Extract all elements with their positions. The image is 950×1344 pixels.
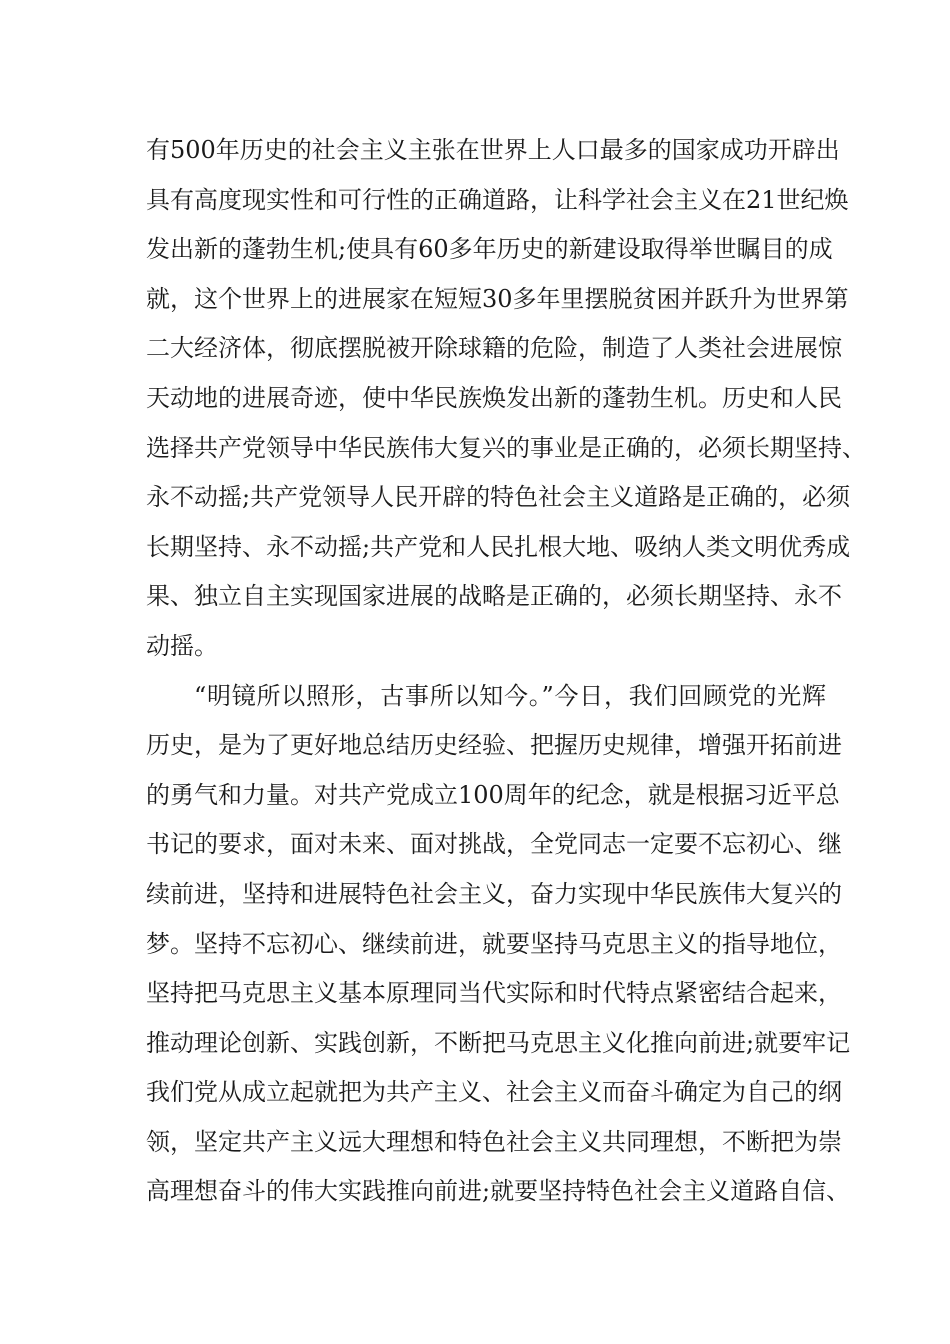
text-line: 就，这个世界上的进展家在短短30多年里摆脱贫困并跃升为世界第	[146, 284, 849, 313]
text-line: 长期坚持、永不动摇;共产党和人民扎根大地、吸纳人类文明优秀成	[146, 532, 851, 561]
text-line: 历史，是为了更好地总结历史经验、把握历史规律，增强开拓前进	[146, 731, 842, 760]
text-line: 高理想奋斗的伟大实践推向前进;就要坚持特色社会主义道路自信、	[146, 1177, 851, 1206]
text-line: 永不动摇;共产党领导人民开辟的特色社会主义道路是正确的，必须	[146, 483, 851, 512]
paragraph-2	[146, 672, 851, 1218]
text-line: 坚持把马克思主义基本原理同当代实际和时代特点紧密结合起来，	[146, 979, 842, 1008]
text-line: 发出新的蓬勃生机;使具有60多年历史的新建设取得举世瞩目的成	[146, 235, 833, 264]
text-line: 推动理论创新、实践创新，不断把马克思主义化推向前进;就要牢记	[146, 1028, 851, 1057]
text-line: 果、独立自主实现国家进展的战略是正确的，必须长期坚持、永不	[146, 582, 842, 611]
text-line: 书记的要求，面对未来、面对挑战，全党同志一定要不忘初心、继	[146, 830, 842, 859]
text-line: 动摇。	[146, 631, 218, 660]
paragraph-1	[146, 126, 866, 672]
text-line: “明镜所以照形，古事所以知今。”今日，我们回顾党的光辉	[194, 681, 826, 710]
text-line: 选择共产党领导中华民族伟大复兴的事业是正确的，必须长期坚持、	[146, 433, 866, 462]
text-line: 续前进，坚持和进展特色社会主义，奋力实现中华民族伟大复兴的	[146, 879, 842, 908]
text-line: 二大经济体，彻底摆脱被开除球籍的危险，制造了人类社会进展惊	[146, 334, 842, 363]
text-line: 天动地的进展奇迹，使中华民族焕发出新的蓬勃生机。历史和人民	[146, 383, 842, 412]
body-text	[146, 126, 866, 1217]
text-line: 具有高度现实性和可行性的正确道路，让科学社会主义在21世纪焕	[146, 185, 849, 214]
text-line: 我们党从成立起就把为共产主义、社会主义而奋斗确定为自己的纲	[146, 1078, 842, 1107]
text-line: 领，坚定共产主义远大理想和特色社会主义共同理想，不断把为崇	[146, 1127, 842, 1156]
text-line: 有500年历史的社会主义主张在世界上人口最多的国家成功开辟出	[146, 136, 840, 164]
text-line: 的勇气和力量。对共产党成立100周年的纪念，就是根据习近平总	[146, 780, 840, 809]
text-line: 梦。坚持不忘初心、继续前进，就要坚持马克思主义的指导地位，	[146, 929, 842, 958]
